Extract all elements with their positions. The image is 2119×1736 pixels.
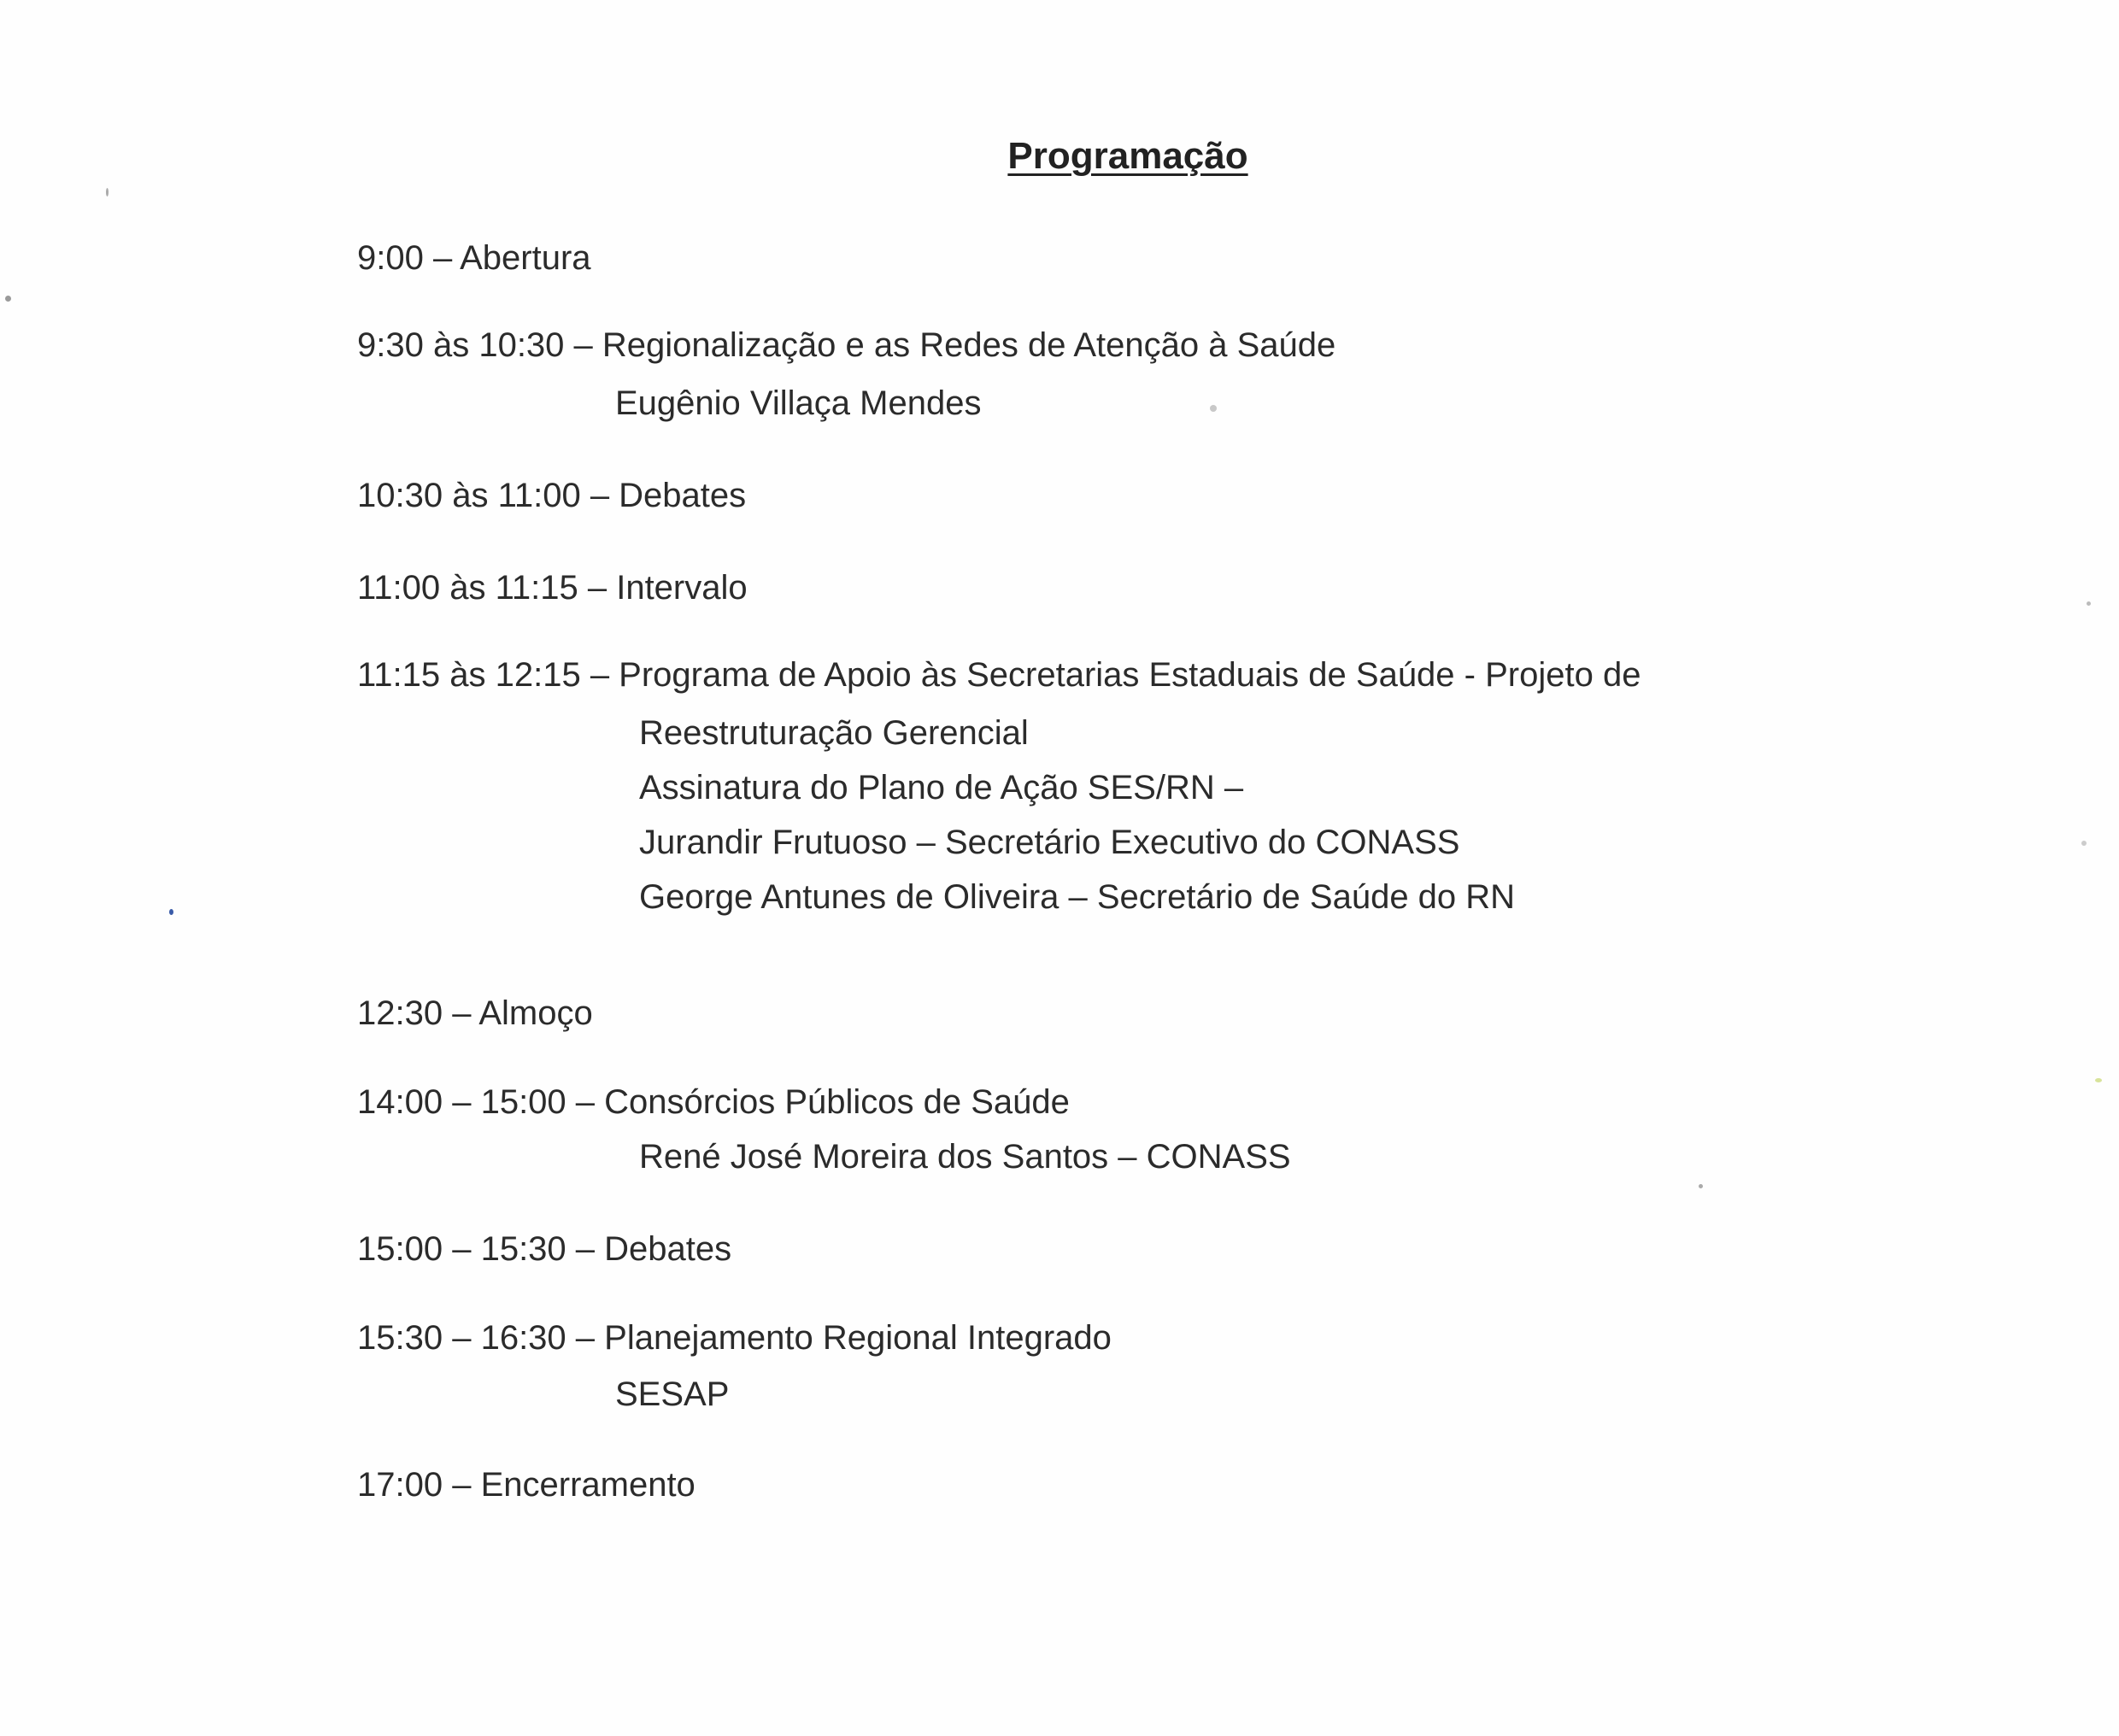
- schedule-item-encerramento: 17:00 – Encerramento: [357, 1466, 696, 1504]
- scan-speck: [106, 188, 109, 196]
- speaker-mendes: Eugênio Villaça Mendes: [615, 384, 982, 422]
- schedule-item-almoco: 12:30 – Almoço: [357, 994, 593, 1032]
- scan-speck: [2081, 841, 2087, 846]
- speaker-oliveira: George Antunes de Oliveira – Secretário de Saúde do RN: [639, 878, 1516, 916]
- scan-speck: [1699, 1184, 1703, 1188]
- scan-speck: [2087, 601, 2091, 606]
- scan-speck: [169, 909, 173, 915]
- page-title: Programação: [1007, 135, 1248, 177]
- schedule-item-planejamento: 15:30 – 16:30 – Planejamento Regional Integrado: [357, 1319, 1112, 1357]
- scan-speck: [2095, 1078, 2102, 1082]
- speaker-santos: René José Moreira dos Santos – CONASS: [639, 1138, 1291, 1176]
- schedule-item-regionalizacao: 9:30 às 10:30 – Regionalização e as Redes de Atenção à Saúde: [357, 326, 1336, 364]
- schedule-item-intervalo: 11:00 às 11:15 – Intervalo: [357, 569, 748, 607]
- speaker-sesap: SESAP: [615, 1375, 730, 1413]
- scan-speck: [5, 296, 11, 302]
- schedule-item-assinatura: Assinatura do Plano de Ação SES/RN –: [639, 769, 1244, 806]
- scan-speck: [1210, 405, 1217, 412]
- schedule-item-abertura: 9:00 – Abertura: [357, 239, 591, 277]
- schedule-item-consorcios: 14:00 – 15:00 – Consórcios Públicos de Saúde: [357, 1083, 1070, 1121]
- schedule-item-programa-apoio-cont: Reestruturação Gerencial: [639, 714, 1029, 752]
- schedule-item-debates-2: 15:00 – 15:30 – Debates: [357, 1230, 732, 1268]
- speaker-frutuoso: Jurandir Frutuoso – Secretário Executivo do CONASS: [639, 824, 1460, 861]
- schedule-item-debates-1: 10:30 às 11:00 – Debates: [357, 477, 747, 514]
- schedule-item-programa-apoio: 11:15 às 12:15 – Programa de Apoio às Secretarias Estaduais de Saúde - Projeto de: [357, 656, 1641, 694]
